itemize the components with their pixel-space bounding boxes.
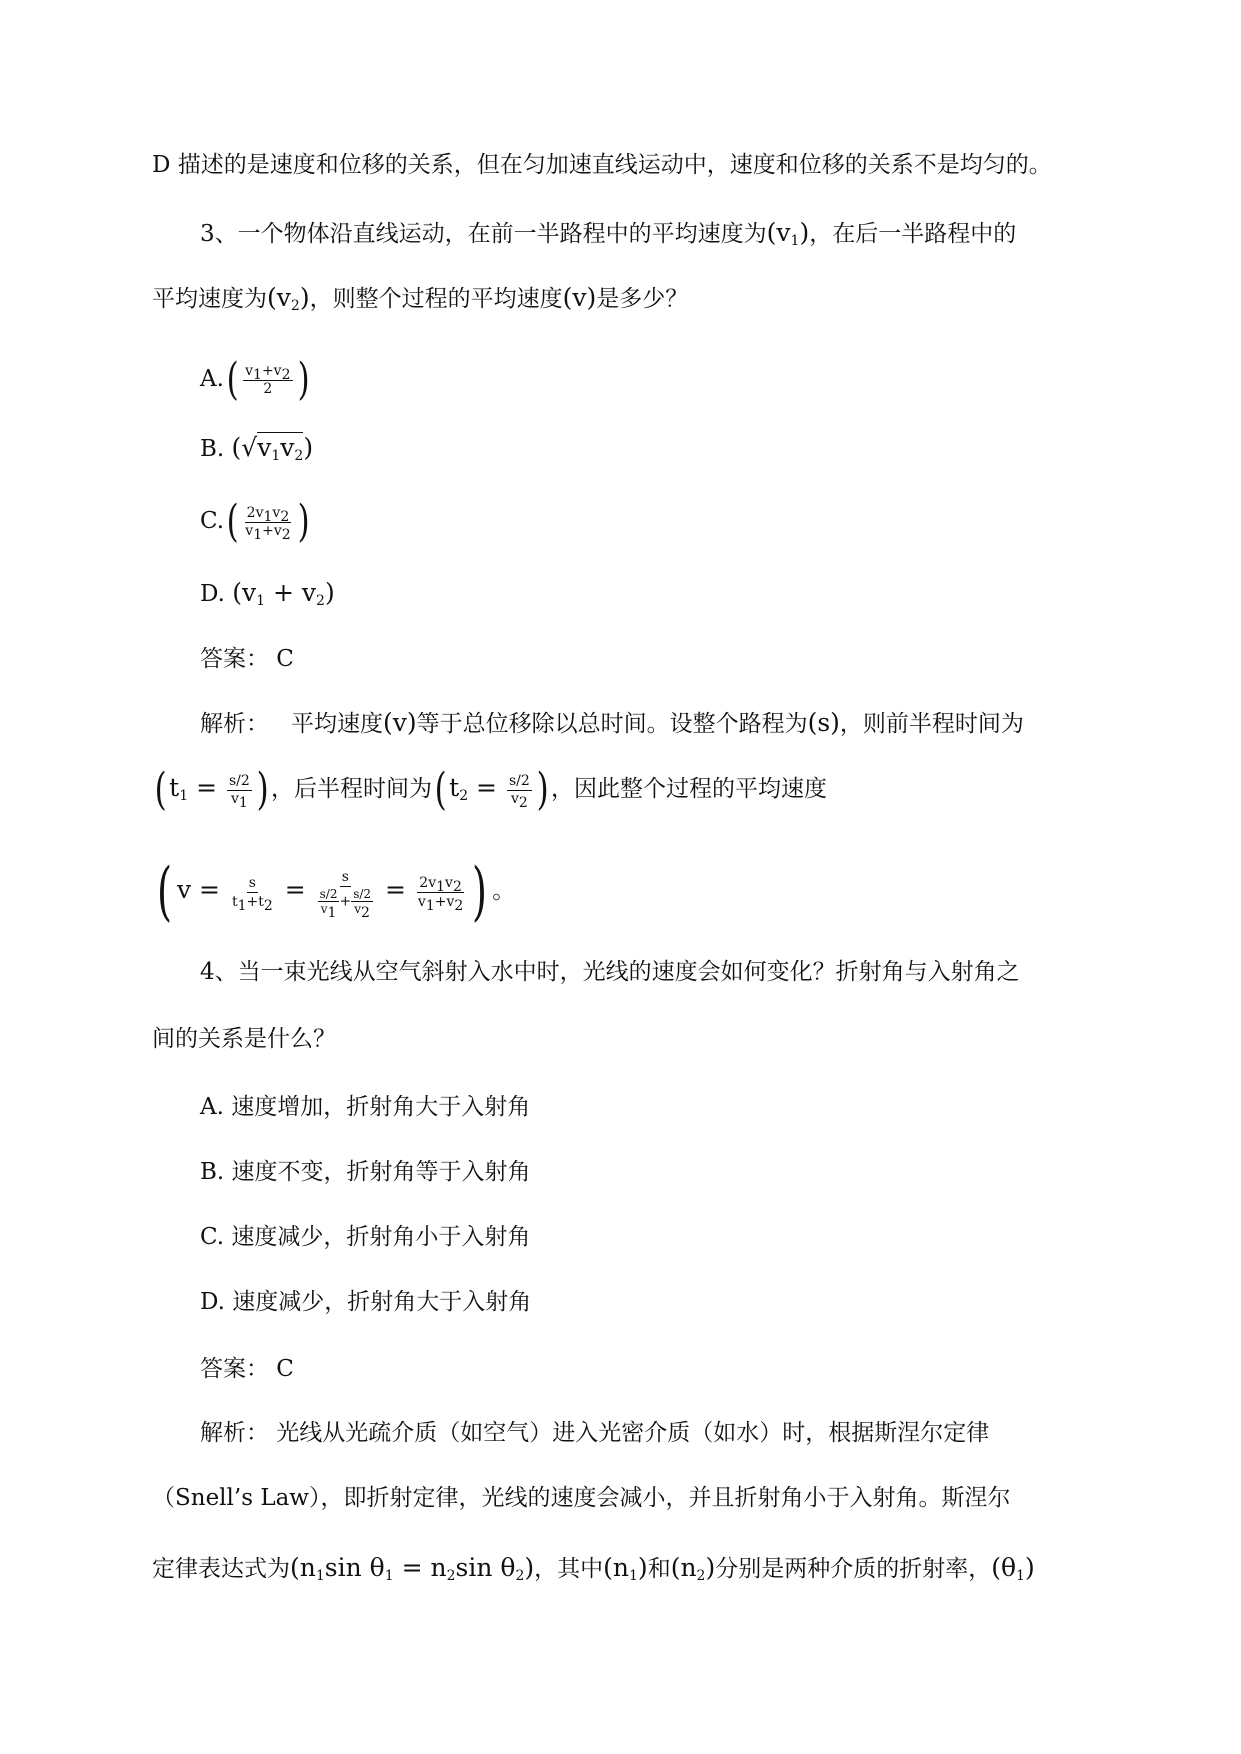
explanation-line-3: ( v = $\frac{s}{t_1+t_2}$ = s $\frac{s/2}{v_1}$ + $\frac{s/2}{v_2}$ = $\frac{2v_1v_2}{v_1+v_2}$ ) 。 [156, 855, 516, 929]
option-label: D. [200, 581, 225, 607]
question-4-line-2: 间的关系是什么？ [152, 1026, 336, 1052]
text: 解析： [200, 711, 269, 737]
text: 3、一个物体沿直线运动，在前一半路程中的平均速度为 [200, 221, 767, 247]
paragraph-text: D 描述的是速度和位移的关系，但在匀加速直线运动中，速度和位移的关系不是均匀的。 [152, 152, 1052, 178]
question-3-line-2: 平均速度为$(v_2)$，则整个过程的平均速度(v)是多少？ [152, 283, 689, 314]
text: 平均速度 [290, 711, 383, 737]
text: 定律表达式为 [152, 1556, 290, 1582]
answer: 答案： C [200, 1356, 294, 1382]
text: 。 [492, 878, 516, 904]
text: 等于总位移除以总时间。设整个路程为 [416, 711, 808, 737]
question-4-line-1: 4、当一束光线从空气斜射入水中时，光线的速度会如何变化？折射角与入射角之 [200, 959, 1020, 985]
option-a: A.( $\frac{v_1+v_2}{2}$ ) [200, 354, 310, 405]
answer: 答案： C [200, 646, 294, 672]
option-label: A. [200, 366, 224, 392]
option-b: B. $(√v_1v_2)$ [200, 433, 314, 464]
text: 和 [647, 1556, 671, 1582]
explanation-line-3: 定律表达式为($n_1\sin$ $\theta_1 = n_2\sin$ $\theta_2$)，其中$(n_1)$和$(n_2)$分别是两种介质的折射率，$(\theta_1)$ [152, 1553, 1035, 1584]
question-3-line-1: 3、一个物体沿直线运动，在前一半路程中的平均速度为$(v_1)$，在后一半路程中的 [200, 218, 1017, 249]
text: ，后半程时间为 [270, 776, 432, 802]
option-a: A. 速度增加，折射角大于入射角 [200, 1094, 531, 1120]
option-c: C. 速度减少，折射角小于入射角 [200, 1224, 531, 1250]
option-label: B. [200, 436, 225, 462]
explanation-line-2: （Snell’s Law），即折射定律，光线的速度会减小，并且折射角小于入射角。斯涅尔 [152, 1485, 1011, 1511]
text: ，则整个过程的平均速度 [309, 286, 563, 312]
option-c: C.( $\frac{2v_1v_2}{v_1+v_2}$ ) [200, 496, 310, 547]
option-label: C. [200, 508, 225, 534]
text: 是多少？ [596, 286, 689, 312]
option-b: B. 速度不变，折射角等于入射角 [200, 1159, 531, 1185]
option-d: D. $(v_1 + v_2)$ [200, 578, 335, 609]
text: 平均速度为 [152, 286, 267, 312]
text: ，则前半程时间为 [839, 711, 1024, 737]
text: ，在后一半路程中的 [809, 221, 1017, 247]
option-d: D. 速度减少，折射角大于入射角 [200, 1289, 532, 1315]
explanation-line-1: 解析： 光线从光疏介质（如空气）进入光密介质（如水）时，根据斯涅尔定律 [200, 1420, 990, 1446]
explanation-line-2: ( $t_1$ = $\frac{s/2}{v_1}$ ) ，后半程时间为( $t_2$ = $\frac{s/2}{v_2}$ ) ，因此整个过程的平均速度 [154, 764, 827, 815]
text: ，其中 [534, 1556, 604, 1582]
text: 分别是两种介质的折射率， [715, 1556, 992, 1582]
explanation-line-1: 解析： 平均速度(v)等于总位移除以总时间。设整个路程为(s)，则前半程时间为 [200, 708, 1024, 737]
text: ，因此整个过程的平均速度 [550, 776, 827, 802]
